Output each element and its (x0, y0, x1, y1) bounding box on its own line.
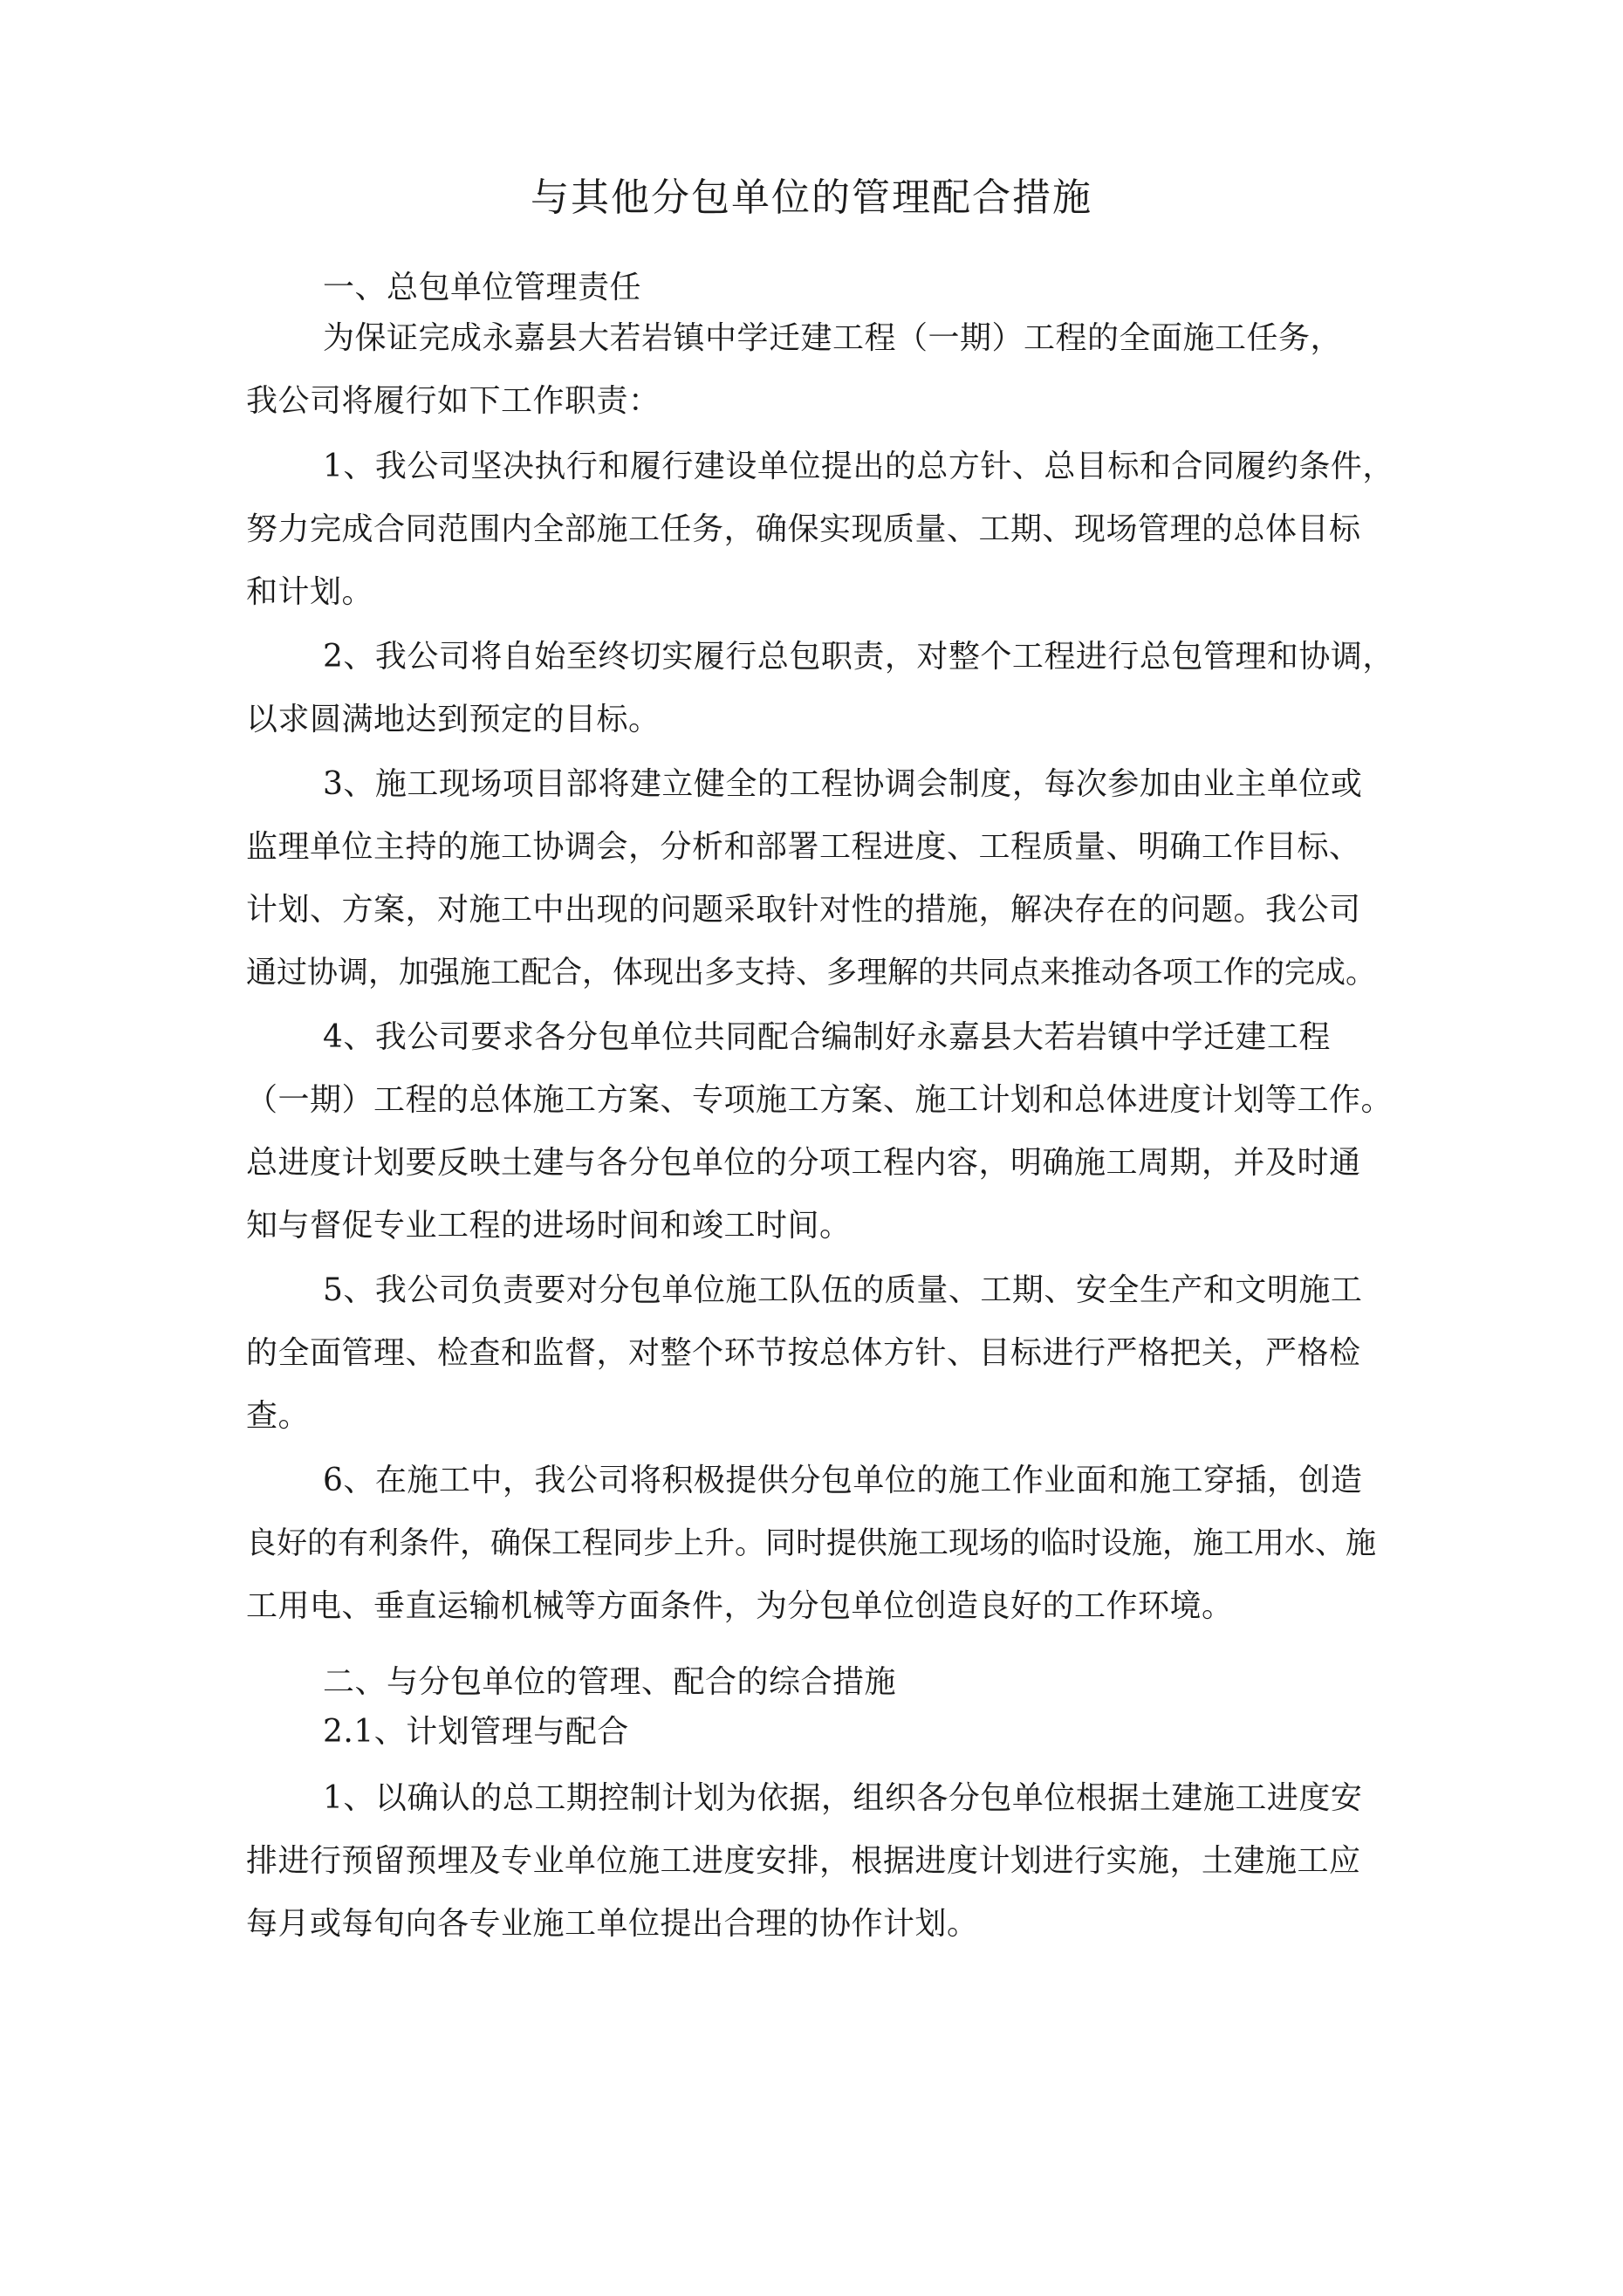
section2-subheading: 2.1、计划管理与配合 (323, 1714, 629, 1750)
s2-item1-line: 1、以确认的总工期控制计划为依据，组织各分包单位根据土建施工进度安 (323, 1780, 1363, 1816)
item1-line: 和计划。 (246, 574, 374, 610)
item5-line: 查。 (246, 1398, 311, 1434)
item5-line: 5、我公司负责要对分包单位施工队伍的质量、工期、安全生产和文明施工 (323, 1272, 1363, 1308)
item5-line: 的全面管理、检查和监督，对整个环节按总体方针、目标进行严格把关，严格检 (246, 1335, 1361, 1371)
item4-line: 知与督促专业工程的进场时间和竣工时间。 (246, 1208, 852, 1244)
item2-line: 以求圆满地达到预定的目标。 (246, 702, 661, 737)
item2-line: 2、我公司将自始至终切实履行总包职责，对整个工程进行总包管理和协调， (323, 639, 1394, 675)
item6-line: 工用电、垂直运输机械等方面条件，为分包单位创造良好的工作环境。 (246, 1588, 1234, 1624)
section1-heading: 一、总包单位管理责任 (323, 270, 642, 305)
item4-line: （一期）工程的总体施工方案、专项施工方案、施工计划和总体进度计划等工作。 (246, 1082, 1394, 1118)
s2-item1-line: 排进行预留预埋及专业单位施工进度安排，根据进度计划进行实施，土建施工应 (246, 1843, 1361, 1879)
section1-intro-line: 为保证完成永嘉县大若岩镇中学迁建工程（一期）工程的全面施工任务， (323, 320, 1343, 356)
s2-item1-line: 每月或每旬向各专业施工单位提出合理的协作计划。 (246, 1906, 979, 1942)
item6-line: 6、在施工中，我公司将积极提供分包单位的施工作业面和施工穿插，创造 (323, 1463, 1363, 1498)
item1-line: 1、我公司坚决执行和履行建设单位提出的总方针、总目标和合同履约条件， (323, 449, 1394, 484)
item3-line: 监理单位主持的施工协调会，分析和部署工程进度、工程质量、明确工作目标、 (246, 829, 1361, 865)
item4-line: 总进度计划要反映土建与各分包单位的分项工程内容，明确施工周期，并及时通 (246, 1145, 1361, 1181)
page-title: 与其他分包单位的管理配合措施 (531, 175, 1092, 220)
item3-line: 计划、方案，对施工中出现的问题采取针对性的措施，解决存在的问题。我公司 (246, 892, 1361, 928)
item6-line: 良好的有利条件，确保工程同步上升。同时提供施工现场的临时设施，施工用水、施 (246, 1526, 1377, 1561)
item3-line: 通过协调，加强施工配合，体现出多支持、多理解的共同点来推动各项工作的完成。 (246, 956, 1377, 990)
item4-line: 4、我公司要求各分包单位共同配合编制好永嘉县大若岩镇中学迁建工程 (323, 1019, 1331, 1055)
section1-intro-line: 我公司将履行如下工作职责： (246, 383, 661, 419)
item1-line: 努力完成合同范围内全部施工任务，确保实现质量、工期、现场管理的总体目标 (246, 511, 1361, 547)
item3-line: 3、施工现场项目部将建立健全的工程协调会制度，每次参加由业主单位或 (323, 766, 1363, 802)
section2-heading: 二、与分包单位的管理、配合的综合措施 (323, 1664, 897, 1700)
